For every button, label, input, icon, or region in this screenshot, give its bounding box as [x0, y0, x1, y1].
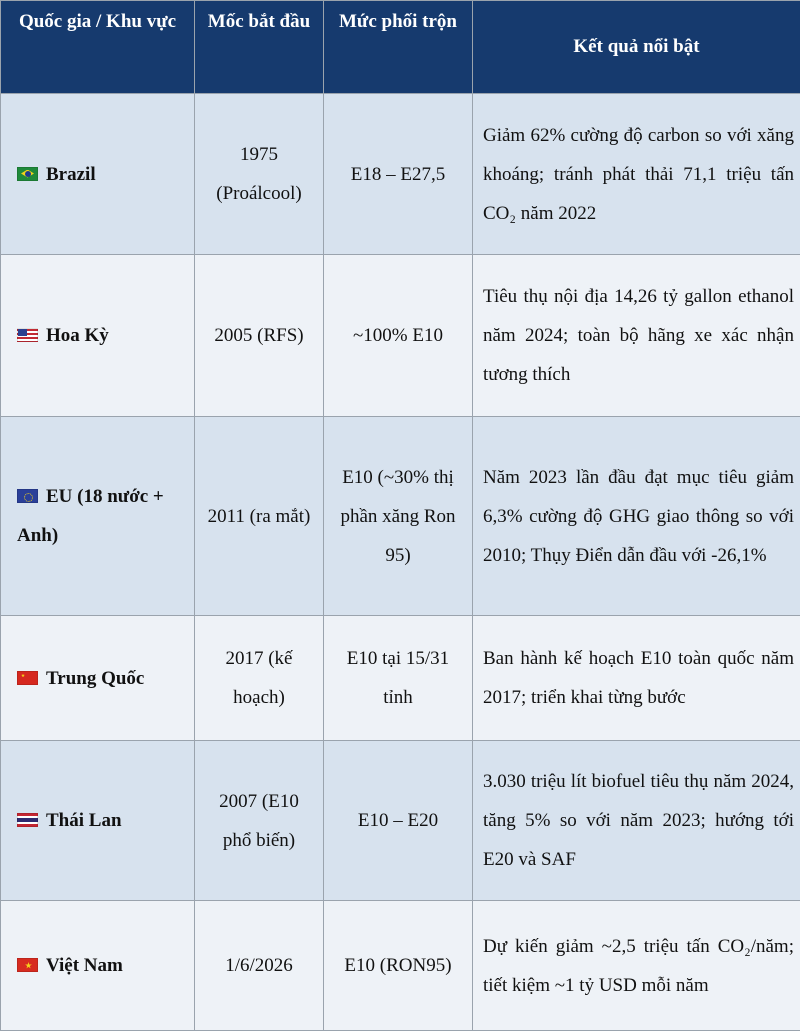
blend-cell: E10 (RON95)	[324, 901, 473, 1031]
china-flag-icon	[17, 671, 38, 685]
start-cell: 1/6/2026	[195, 901, 324, 1031]
blend-cell: E18 – E27,5	[324, 94, 473, 255]
country-cell	[1, 417, 195, 616]
table-row	[1, 417, 800, 616]
country-name: Thái Lan	[46, 810, 122, 831]
table-row	[1, 94, 800, 255]
country-name: Trung Quốc	[46, 667, 145, 689]
blend-cell: E10 tại 15/31 tỉnh	[324, 616, 473, 741]
result-cell: 3.030 triệu lít biofuel tiêu thụ năm 2024, tăng 5% so với năm 2023; hướng tới E20 và SAF	[473, 741, 800, 901]
blend-cell: E10 – E20	[324, 741, 473, 901]
result-cell: Tiêu thụ nội địa 14,26 tỷ gallon ethanol năm 2024; toàn bộ hãng xe xác nhận tương thích	[473, 255, 800, 417]
thailand-flag-icon	[17, 813, 38, 827]
table-row	[1, 741, 800, 901]
start-cell: 2005 (RFS)	[195, 255, 324, 417]
country-name: Brazil	[46, 163, 96, 185]
header-blend: Mức phối trộn	[324, 1, 473, 94]
vietnam-flag-icon	[17, 958, 38, 972]
start-cell: 2011 (ra mắt)	[195, 417, 324, 616]
table-row	[1, 255, 800, 417]
usa-flag-icon	[17, 328, 38, 342]
result-cell: Ban hành kế hoạch E10 toàn quốc năm 2017; triển khai từng bước	[473, 616, 800, 741]
start-cell: 1975 (Proálcool)	[195, 94, 324, 255]
brazil-flag-icon	[17, 167, 38, 181]
country-cell	[1, 741, 195, 901]
header-start: Mốc bắt đầu	[195, 1, 324, 94]
country-cell	[1, 616, 195, 741]
start-cell: 2017 (kế hoạch)	[195, 616, 324, 741]
country-cell	[1, 901, 195, 1031]
start-cell: 2007 (E10 phổ biến)	[195, 741, 324, 901]
result-cell: Giảm 62% cường độ carbon so với xăng khoáng; tránh phát thải 71,1 triệu tấn CO₂ năm 2022	[473, 94, 800, 255]
result-cell: Năm 2023 lần đầu đạt mục tiêu giảm 6,3% cường độ GHG giao thông so với 2010; Thụy Điển dẫn đầu với -26,1%	[473, 417, 800, 616]
result-cell: Dự kiến giảm ~2,5 triệu tấn CO₂/năm; tiết kiệm ~1 tỷ USD mỗi năm	[473, 901, 800, 1031]
country-name: Hoa Kỳ	[46, 325, 109, 346]
header-country: Quốc gia / Khu vực	[1, 1, 195, 94]
table-row	[1, 616, 800, 741]
country-name: EU (18 nước + Anh)	[17, 486, 164, 546]
country-name: Việt Nam	[46, 955, 123, 976]
country-cell	[1, 255, 195, 417]
header-result: Kết quả nổi bật	[473, 1, 800, 94]
table-row	[1, 901, 800, 1031]
eu-flag-icon	[17, 489, 38, 503]
country-cell	[1, 94, 195, 255]
table-header-row	[1, 1, 800, 94]
blend-cell: ~100% E10	[324, 255, 473, 417]
blend-cell: E10 (~30% thị phần xăng Ron 95)	[324, 417, 473, 616]
